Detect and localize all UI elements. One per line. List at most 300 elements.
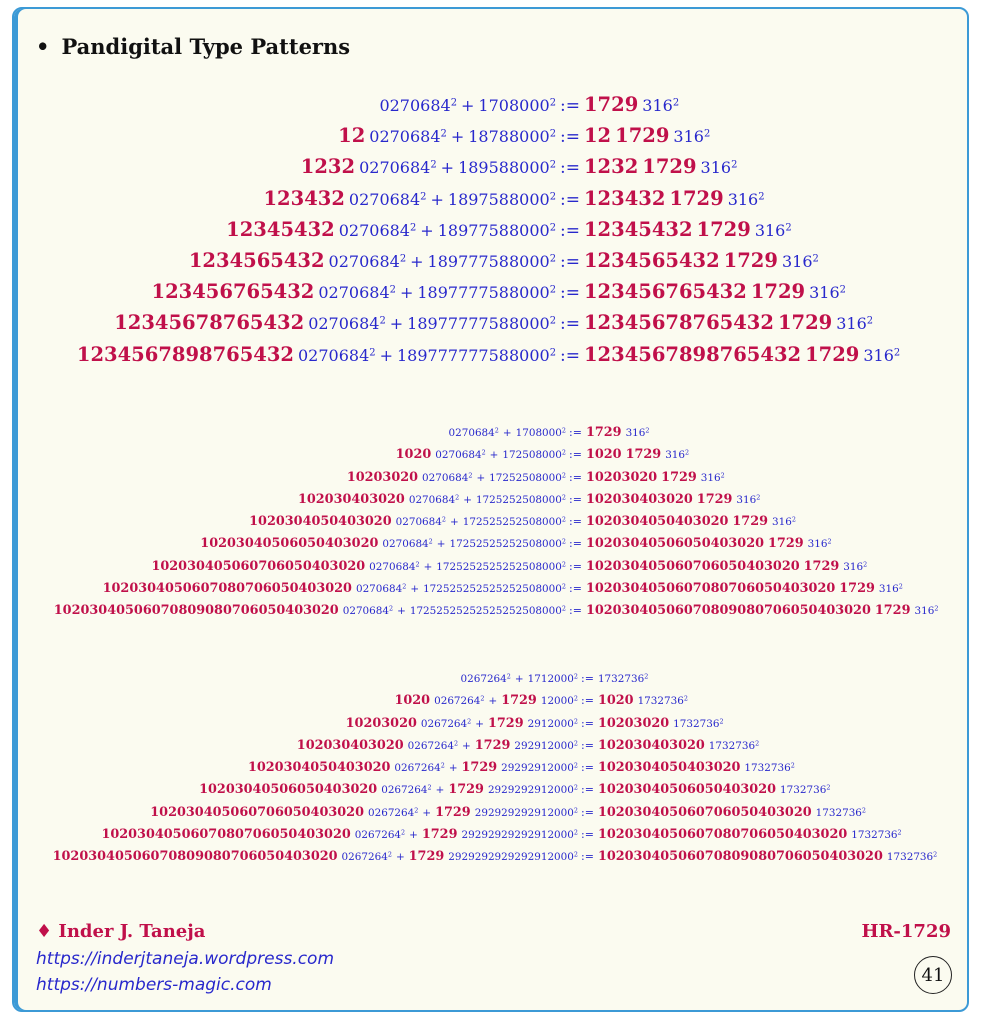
assign-symbol: := xyxy=(569,470,582,484)
square-exponent: 2 xyxy=(549,128,556,140)
base-value: 0270684 xyxy=(408,493,456,506)
square-exponent: 2 xyxy=(467,717,472,726)
square-exponent: 2 xyxy=(758,191,765,203)
result-tail: 1732736 xyxy=(744,762,791,775)
formula-rhs xyxy=(578,778,830,797)
square-exponent: 2 xyxy=(549,191,556,203)
formula-row xyxy=(0,667,981,689)
formula-row xyxy=(0,466,981,488)
formula-lhs xyxy=(0,466,566,485)
square-exponent: 2 xyxy=(561,493,566,502)
plus-sign: + xyxy=(450,516,459,529)
second-value: 2929292912000 xyxy=(487,784,574,797)
square-exponent: 2 xyxy=(863,560,868,569)
result-square xyxy=(744,762,794,774)
square-term-b xyxy=(478,96,556,115)
result-square xyxy=(782,252,819,271)
square-exponent: 2 xyxy=(933,850,938,859)
formula-lhs xyxy=(0,577,566,596)
square-term-b xyxy=(410,605,566,617)
square-exponent: 2 xyxy=(573,828,578,837)
square-exponent: 2 xyxy=(549,284,556,296)
formula-row xyxy=(0,443,981,465)
formula-row xyxy=(0,343,981,374)
assign-symbol: := xyxy=(581,694,594,708)
assign-symbol: := xyxy=(569,537,582,551)
square-term-a xyxy=(409,494,459,506)
base-value: 0267264 xyxy=(354,829,402,842)
prefix-number: 123456765432 xyxy=(151,280,315,304)
formula-row xyxy=(0,823,981,845)
square-exponent: 2 xyxy=(455,493,460,502)
result-prefix: 1020304050403020 xyxy=(585,514,729,530)
square-exponent: 2 xyxy=(790,761,795,770)
result-tail: 316 xyxy=(754,220,786,240)
plus-sign: + xyxy=(461,96,475,115)
assign-symbol: := xyxy=(560,127,580,148)
result-square xyxy=(887,851,937,863)
square-exponent: 2 xyxy=(573,783,578,792)
square-exponent: 2 xyxy=(573,850,578,859)
square-exponent: 2 xyxy=(561,426,566,435)
second-value: 29292912000 xyxy=(501,762,574,775)
result-tail: 316 xyxy=(807,538,828,551)
square-exponent: 2 xyxy=(549,253,556,265)
base-value: 0267264 xyxy=(460,673,507,685)
square-exponent: 2 xyxy=(402,582,407,591)
result-square xyxy=(728,190,765,209)
result-1729: 1729 xyxy=(723,248,778,272)
result-tail: 316 xyxy=(625,427,646,439)
formula-lhs xyxy=(0,343,556,366)
square-term-b xyxy=(475,807,578,819)
assign-symbol: := xyxy=(560,220,580,241)
square-exponent: 2 xyxy=(672,97,680,109)
result-square xyxy=(809,283,846,302)
plus-sign: + xyxy=(420,220,434,240)
result-1729: 1729 xyxy=(732,514,769,530)
formula-row xyxy=(0,555,981,577)
result-tail: 1732736 xyxy=(637,695,684,708)
plus-sign: + xyxy=(463,493,472,506)
assign-symbol: := xyxy=(560,314,580,335)
result-prefix: 102030405060706050403020 xyxy=(585,558,800,574)
formula-rhs xyxy=(566,577,903,596)
formula-rhs xyxy=(566,555,867,574)
assign-symbol: := xyxy=(569,426,582,439)
square-exponent: 2 xyxy=(561,582,566,591)
second-value: 1725252508000 xyxy=(475,493,562,506)
square-exponent: 2 xyxy=(755,739,760,748)
square-exponent: 2 xyxy=(719,717,724,726)
formula-rhs xyxy=(566,599,938,618)
square-term-a xyxy=(461,673,511,685)
square-exponent: 2 xyxy=(897,828,902,837)
formula-row xyxy=(0,488,981,510)
inserted-1729: 1729 xyxy=(474,737,511,753)
second-value: 172525252525252508000 xyxy=(423,583,562,596)
square-term-b xyxy=(417,283,556,302)
result-1729: 1729 xyxy=(768,536,804,552)
result-square xyxy=(780,784,830,796)
base-value: 0270684 xyxy=(382,538,429,551)
square-exponent: 2 xyxy=(379,315,386,327)
formula-row xyxy=(0,845,981,867)
result-prefix: 12345678765432 xyxy=(583,311,774,335)
formula-row xyxy=(0,532,981,554)
square-exponent: 2 xyxy=(549,347,556,359)
formula-rhs xyxy=(556,249,819,272)
prefix-number: 10203040506070809080706050403020 xyxy=(53,603,339,619)
square-exponent: 2 xyxy=(453,739,459,748)
formula-row xyxy=(0,577,981,599)
formula-rhs xyxy=(556,343,900,366)
base-value: 0270684 xyxy=(338,220,410,240)
prefix-number: 10203040506050403020 xyxy=(199,782,378,798)
result-square xyxy=(843,561,867,573)
formula-row xyxy=(0,124,981,155)
formula-rhs xyxy=(566,510,796,529)
pattern-block-3 xyxy=(0,667,981,868)
result-tail: 316 xyxy=(665,449,686,462)
result-square xyxy=(665,449,689,461)
square-exponent: 2 xyxy=(573,739,578,748)
second-value: 18788000 xyxy=(468,127,550,147)
plus-sign: + xyxy=(395,851,405,864)
square-exponent: 2 xyxy=(644,672,649,681)
formula-lhs xyxy=(0,96,556,115)
prefix-number: 10203040506050403020 xyxy=(200,536,379,552)
square-exponent: 2 xyxy=(561,448,566,457)
assign-symbol: := xyxy=(569,559,582,573)
plus-sign: + xyxy=(450,127,465,147)
square-term-a xyxy=(343,605,393,617)
result-1729: 1729 xyxy=(874,603,911,619)
result-prefix: 1232 xyxy=(583,155,639,179)
formula-lhs xyxy=(0,510,566,529)
inserted-1729: 1729 xyxy=(501,693,537,709)
website-link-wordpress[interactable]: https://inderjtaneja.wordpress.com xyxy=(36,949,335,969)
formula-rhs xyxy=(556,218,792,241)
formula-lhs xyxy=(0,555,566,574)
base-value: 0270684 xyxy=(318,283,390,303)
plus-sign: + xyxy=(476,471,486,484)
result-prefix: 1020304050607080706050403020 xyxy=(597,827,848,843)
assign-symbol: := xyxy=(560,251,580,272)
plus-sign: + xyxy=(423,560,433,573)
second-value: 1897777588000 xyxy=(417,283,550,303)
square-exponent: 2 xyxy=(430,159,437,171)
square-term-a xyxy=(298,346,376,365)
assign-symbol: := xyxy=(581,783,594,797)
square-term-a xyxy=(359,158,437,177)
formula-lhs xyxy=(0,187,556,210)
square-exponent: 2 xyxy=(756,493,761,502)
square-term-a xyxy=(381,784,431,796)
result-tail: 316 xyxy=(700,471,721,484)
result-tail: 316 xyxy=(878,583,899,596)
prefix-number: 10203020 xyxy=(346,469,419,485)
formula-lhs xyxy=(0,667,578,686)
square-exponent: 2 xyxy=(573,806,578,815)
result-square xyxy=(626,427,650,439)
square-exponent: 2 xyxy=(389,604,394,613)
prefix-number: 1020 xyxy=(395,447,432,463)
square-exponent: 2 xyxy=(685,448,690,457)
base-value: 0270684 xyxy=(369,560,416,573)
formula-rhs xyxy=(566,532,832,551)
pattern-block-1 xyxy=(0,93,981,374)
result-tail: 316 xyxy=(914,605,935,618)
base-value: 0270684 xyxy=(435,449,482,462)
prefix-number: 102030405060706050403020 xyxy=(151,558,366,574)
formula-lhs xyxy=(0,712,578,731)
second-value: 2912000 xyxy=(527,717,574,730)
result-1729: 1729 xyxy=(625,447,662,463)
plus-sign: + xyxy=(397,605,406,618)
base-value: 0270684 xyxy=(298,345,370,365)
square-exponent: 2 xyxy=(812,253,819,265)
second-value: 1712000 xyxy=(527,673,574,685)
inserted-1729: 1729 xyxy=(461,760,498,776)
square-exponent: 2 xyxy=(934,604,939,613)
result-1729: 1729 xyxy=(839,581,875,597)
prefix-number: 1020304050607080706050403020 xyxy=(101,827,351,843)
plus-sign: + xyxy=(502,427,512,439)
square-term-b xyxy=(501,762,578,774)
base-value: 0267264 xyxy=(341,851,388,864)
result-square xyxy=(709,740,759,752)
square-term-b xyxy=(436,561,566,573)
formula-lhs xyxy=(0,124,556,147)
square-term-a xyxy=(394,762,444,774)
square-exponent: 2 xyxy=(683,694,688,703)
square-term-a xyxy=(356,583,406,595)
result-tail: 316 xyxy=(727,189,759,209)
result-prefix: 1020304050403020 xyxy=(597,760,741,776)
square-term-b xyxy=(407,314,556,333)
assign-symbol: := xyxy=(560,283,580,304)
square-exponent: 2 xyxy=(415,560,420,569)
prefix-number: 102030403020 xyxy=(296,737,404,753)
result-prefix: 123456765432 xyxy=(583,280,747,304)
formula-rhs xyxy=(578,689,688,708)
second-value: 1708000 xyxy=(515,427,562,439)
formula-rhs xyxy=(578,756,795,775)
square-term-b xyxy=(528,718,578,730)
result-1729: 1729 xyxy=(585,425,622,440)
formula-row xyxy=(0,311,981,342)
square-term-b xyxy=(476,494,566,506)
second-value: 172508000 xyxy=(502,449,562,462)
assign-symbol: := xyxy=(569,582,582,596)
square-term-b xyxy=(462,829,579,841)
prefix-number: 1020304050403020 xyxy=(249,514,392,530)
assign-symbol: := xyxy=(569,515,582,529)
formula-rhs xyxy=(578,667,648,686)
result-prefix: 12 xyxy=(583,124,612,148)
section-title xyxy=(36,34,350,59)
formula-rhs xyxy=(578,712,724,731)
second-value: 12000 xyxy=(540,695,574,708)
second-value: 1725252525252508000 xyxy=(436,560,562,573)
square-term-a xyxy=(379,96,457,115)
base-value: 0270684 xyxy=(359,158,431,178)
result-1729: 1729 xyxy=(615,124,670,148)
plus-sign: + xyxy=(489,449,499,462)
square-exponent: 2 xyxy=(427,783,432,792)
plus-sign: + xyxy=(488,695,498,708)
plus-sign: + xyxy=(440,158,455,178)
document-code: HR-1729 xyxy=(861,921,951,942)
square-exponent: 2 xyxy=(561,515,566,524)
website-link-numbers-magic[interactable]: https://numbers-magic.com xyxy=(36,975,272,995)
square-term-b xyxy=(528,673,578,685)
formula-row xyxy=(0,155,981,186)
result-tail: 1732736 xyxy=(815,806,862,819)
result-1729: 1729 xyxy=(696,491,733,507)
square-exponent: 2 xyxy=(573,694,578,703)
formula-rhs xyxy=(556,311,873,334)
second-value: 17252508000 xyxy=(489,471,562,484)
square-term-b xyxy=(502,449,566,461)
square-exponent: 2 xyxy=(414,806,419,815)
prefix-number: 102030405060706050403020 xyxy=(150,804,364,820)
square-term-b xyxy=(458,158,556,177)
base-value: 0270684 xyxy=(342,605,389,618)
square-exponent: 2 xyxy=(468,471,473,480)
square-term-b xyxy=(488,784,578,796)
formula-rhs xyxy=(578,823,902,842)
square-exponent: 2 xyxy=(440,761,445,770)
square-term-b xyxy=(516,427,566,439)
result-square xyxy=(851,829,901,841)
assign-symbol: := xyxy=(569,604,582,618)
formula-rhs xyxy=(578,734,759,753)
formula-rhs xyxy=(566,443,689,462)
square-term-b xyxy=(428,252,556,271)
formula-row xyxy=(0,421,981,443)
inserted-1729: 1729 xyxy=(487,715,524,731)
prefix-number: 1020 xyxy=(394,693,431,709)
plus-sign: + xyxy=(436,538,446,551)
second-value: 189777777588000 xyxy=(396,345,550,365)
plus-sign: + xyxy=(462,739,471,752)
second-value: 189588000 xyxy=(458,158,550,178)
formula-lhs xyxy=(0,443,566,462)
assign-symbol: := xyxy=(560,345,580,366)
result-1729: 1729 xyxy=(777,311,833,335)
inserted-1729: 1729 xyxy=(421,827,458,843)
result-square xyxy=(808,538,832,550)
assign-symbol: := xyxy=(569,448,582,462)
assign-symbol: := xyxy=(581,716,594,730)
result-square xyxy=(701,472,725,484)
formula-row xyxy=(0,599,981,621)
result-1729: 1729 xyxy=(803,558,840,574)
plus-sign: + xyxy=(514,673,524,685)
formula-rhs xyxy=(556,124,710,147)
square-term-b xyxy=(448,851,578,863)
square-term-a xyxy=(342,851,392,863)
assign-symbol: := xyxy=(581,761,594,775)
base-value: 0270684 xyxy=(328,251,400,271)
square-exponent: 2 xyxy=(703,128,711,140)
second-value: 1897588000 xyxy=(447,189,550,209)
square-term-b xyxy=(468,127,556,146)
formula-rhs xyxy=(566,488,760,507)
base-value: 0267264 xyxy=(381,784,428,797)
formula-lhs xyxy=(0,845,578,864)
result-tail: 316 xyxy=(642,96,673,115)
formula-rhs xyxy=(578,801,866,820)
result-prefix: 1020 xyxy=(597,693,634,709)
formula-rhs xyxy=(556,280,846,303)
formula-lhs xyxy=(0,532,566,551)
formula-rhs xyxy=(566,466,725,485)
prefix-number: 102030403020 xyxy=(297,491,405,507)
square-term-a xyxy=(368,807,418,819)
bullet-icon: • xyxy=(36,34,50,59)
plus-sign: + xyxy=(430,189,444,209)
result-1729: 1729 xyxy=(750,280,806,304)
formula-lhs xyxy=(0,311,556,334)
result-square xyxy=(736,494,760,506)
result-prefix: 10203040506070809080706050403020 xyxy=(585,603,871,619)
square-exponent: 2 xyxy=(827,537,832,546)
formula-lhs xyxy=(0,823,578,842)
base-value: 0267264 xyxy=(367,806,415,819)
result-prefix: 1020 xyxy=(585,447,622,463)
result-prefix: 10203020 xyxy=(597,715,670,731)
prefix-number: 10203040506070809080706050403020 xyxy=(52,849,338,865)
formula-lhs xyxy=(0,155,556,178)
formula-lhs xyxy=(0,249,556,272)
square-term-a xyxy=(421,718,471,730)
result-tail: 1732736 xyxy=(780,784,827,797)
assign-symbol: := xyxy=(560,96,580,116)
result-tail: 316 xyxy=(772,516,792,529)
result-square xyxy=(863,346,900,365)
result-prefix: 102030403020 xyxy=(597,737,705,753)
base-value: 0270684 xyxy=(308,314,380,334)
result-square xyxy=(638,695,688,707)
square-exponent: 2 xyxy=(561,560,566,569)
section-title-text: Pandigital Type Patterns xyxy=(61,34,351,59)
result-tail: 1732736 xyxy=(851,829,898,842)
inserted-1729: 1729 xyxy=(408,849,445,865)
base-value: 0267264 xyxy=(420,717,468,730)
prefix-number: 1234565432 xyxy=(188,248,325,272)
formula-row xyxy=(0,510,981,532)
square-term-a xyxy=(355,829,405,841)
square-exponent: 2 xyxy=(494,426,499,435)
assign-symbol: := xyxy=(581,805,594,819)
square-exponent: 2 xyxy=(420,191,427,203)
base-value: 0270684 xyxy=(369,127,441,147)
square-exponent: 2 xyxy=(720,471,725,480)
square-term-b xyxy=(450,538,567,550)
formula-row xyxy=(0,734,981,756)
result-prefix: 1234565432 xyxy=(583,248,720,272)
formula-lhs xyxy=(0,689,578,708)
second-value: 172525252508000 xyxy=(462,516,562,529)
square-exponent: 2 xyxy=(785,222,792,234)
plus-sign: + xyxy=(389,314,404,334)
formula-lhs xyxy=(0,778,578,797)
square-exponent: 2 xyxy=(826,783,831,792)
square-term-b xyxy=(541,695,578,707)
